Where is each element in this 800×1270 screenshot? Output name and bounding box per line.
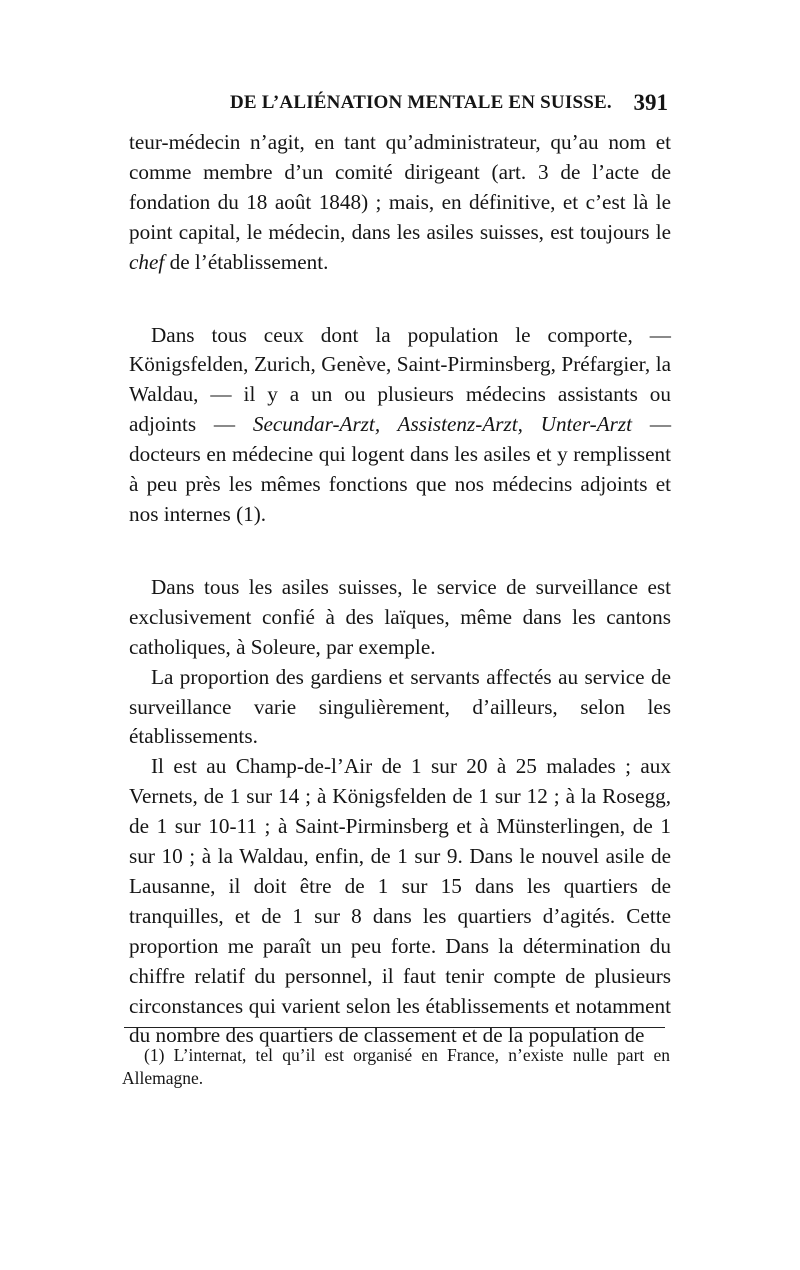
paragraph-emphasis: Secundar-Arzt, Assistenz-Arzt, Unter-Arzt — [252, 412, 633, 437]
paragraph-text: Dans tous les asiles suisses, le service de surveillance est exclusivement confié à des laïques, même dans les cantons catholiques, à Soleure, par exemple. — [129, 574, 671, 659]
paragraph-text: teur-médecin n’agit, en tant qu’administrateur, qu’au nom et comme membre d’un comité dirigeant (art. 3 de l’acte de fondation du 18 août 1848) ; mais, en définitive, et c’est là le point capital, le médecin, dans les asiles suisses, est toujours le — [129, 130, 671, 244]
paragraph-text: de l’établissement. — [164, 249, 329, 274]
paragraph-proportion — [129, 663, 671, 753]
paragraph-assistants — [129, 321, 671, 530]
footnote — [122, 1044, 670, 1089]
footnote-divider — [124, 1027, 665, 1028]
paragraph-text: La proportion des gardiens et servants affectés au service de surveillance varie singulièrement, d’ailleurs, selon les établissements. — [129, 664, 671, 749]
body-text — [129, 128, 671, 1051]
footnote-text: (1) L’internat, tel qu’il est organisé en France, n’existe nulle part en Allemagne. — [122, 1045, 670, 1088]
paragraph-text: Il est au Champ-de-l’Air de 1 sur 20 à 25 malades ; aux Vernets, de 1 sur 14 ; à Königsfelden de 1 sur 12 ; à la Rosegg, de 1 sur 10-11 ; à Saint-Pirminsberg et à Münsterlingen, de 1 sur 10 ; à la Waldau, enfin, de 1 sur 9. Dans le nouvel asile de Lausanne, il doit être de 1 sur 15 dans les quartiers de tranquilles, et de 1 sur 8 dans les quartiers d’agités. Cette proportion me paraît un peu forte. Dans la détermination du chiffre relatif du personnel, il faut tenir compte de plusieurs circonstances qui varient selon les établissements et notamment du nombre des quartiers de classement et de la population de — [129, 754, 671, 1048]
page-number: 391 — [633, 90, 668, 115]
paragraph-text: — docteurs en médecine qui logent dans les asiles et y remplissent à peu près les mêmes fonctions que nos médecins adjoints et nos internes (1). — [129, 412, 672, 526]
paragraph-surveillance — [129, 573, 671, 663]
page-header — [120, 92, 668, 122]
paragraph-emphasis: chef — [129, 249, 165, 274]
paragraph-text: Dans tous ceux dont la population le comporte, — Königsfelden, Zurich, Genève, Saint-Pirminsberg, Préfargier, la Waldau, — il y a un ou plusieurs médecins assistants ou adjoints — — [129, 322, 671, 437]
paragraph-ratios — [129, 752, 671, 1051]
paragraph-continuation — [129, 128, 671, 278]
running-title: DE L’ALIÉNATION MENTALE EN SUISSE. — [230, 92, 612, 113]
